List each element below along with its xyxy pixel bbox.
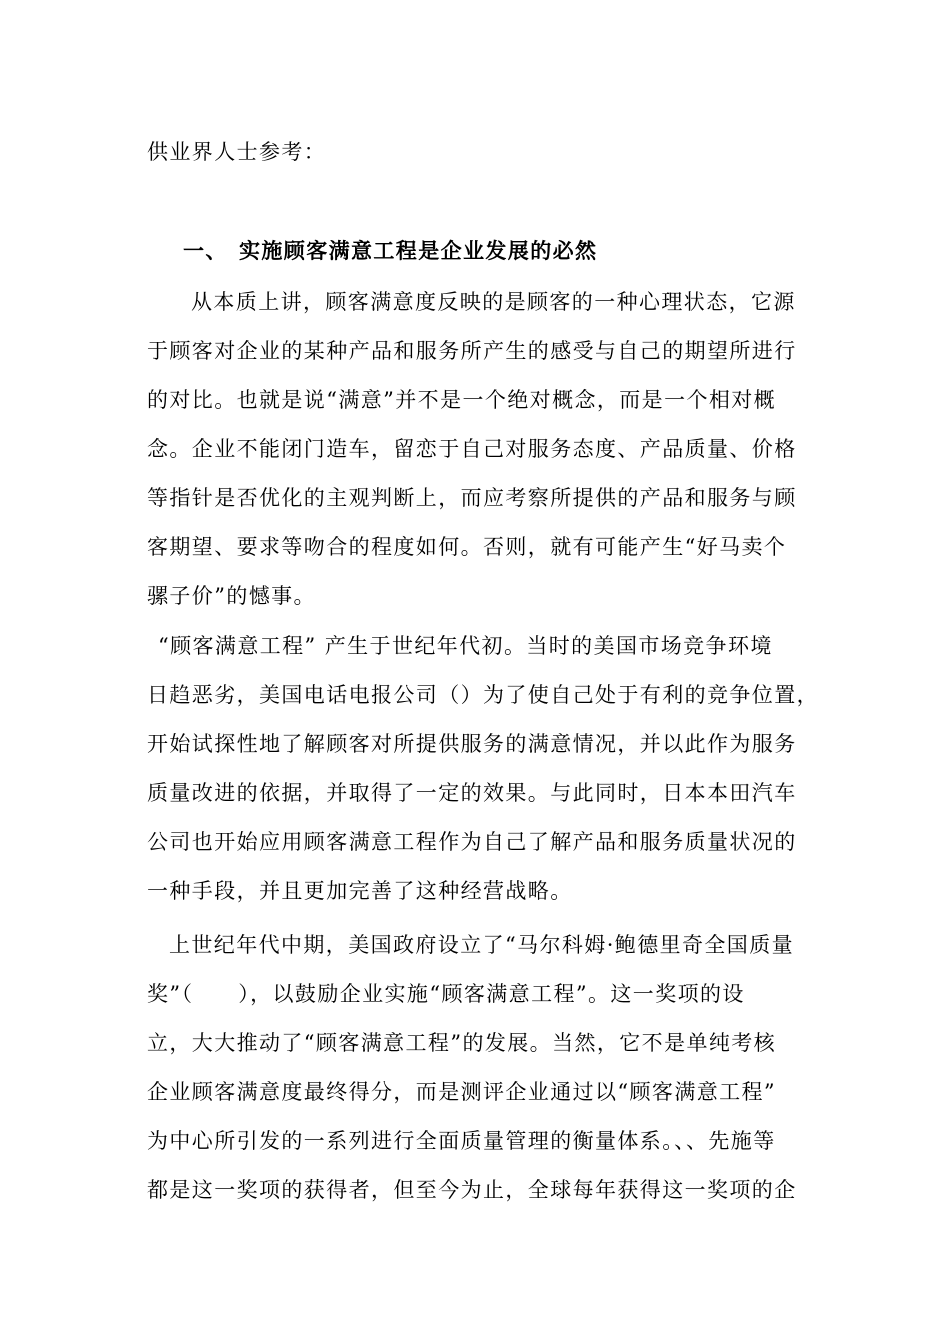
paragraph-3-line: 上世纪年代中期，美国政府设立了“马尔科姆·鲍德里奇全国质量 [169, 933, 795, 957]
section-number: 一、 [183, 238, 228, 263]
paragraph-2-line: “顾客满意工程” 产生于世纪年代初。当时的美国市场竞争环境 [158, 634, 773, 658]
paragraph-2-line: 开始试探性地了解顾客对所提供服务的满意情况，并以此作为服务 [147, 732, 797, 756]
paragraph-1-line: 从本质上讲，顾客满意度反映的是顾客的一种心理状态，它源 [191, 290, 796, 314]
paragraph-1-line: 的对比。也就是说“满意”并不是一个绝对概念，而是一个相对概 [147, 388, 777, 412]
paragraph-1-line: 等指针是否优化的主观判断上，而应考察所提供的产品和服务与顾 [147, 486, 797, 510]
paragraph-3-line: 都是这一奖项的获得者，但至今为止，全球每年获得这一奖项的企 [147, 1178, 797, 1202]
paragraph-2-line: 质量改进的依据，并取得了一定的效果。与此同时，日本本田汽车 [147, 781, 797, 805]
paragraph-3-line: 奖”（ ），以鼓励企业实施“顾客满意工程”。这一奖项的设 [147, 982, 745, 1006]
paragraph-3-line: 立，大大推动了“顾客满意工程”的发展。当然，它不是单纯考核 [147, 1031, 777, 1055]
intro-line: 供业界人士参考： [147, 140, 327, 164]
paragraph-1-line: 客期望、要求等吻合的程度如何。否则，就有可能产生“好马卖个 [147, 535, 787, 559]
paragraph-3-line: 为中心所引发的一系列进行全面质量管理的衡量体系。、、先施等 [147, 1129, 776, 1153]
section-heading: 实施顾客满意工程是企业发展的必然 [239, 238, 598, 263]
paragraph-3-line: 企业顾客满意度最终得分，而是测评企业通过以“顾客满意工程” [147, 1080, 777, 1104]
paragraph-2-line: 一种手段，并且更加完善了这种经营战略。 [147, 879, 573, 903]
paragraph-2-line: 日趋恶劣，美国电话电报公司（）为了使自己处于有利的竞争位置， [147, 683, 819, 707]
paragraph-1-line: 念。企业不能闭门造车，留恋于自己对服务态度、产品质量、价格 [147, 437, 797, 461]
paragraph-2-line: 公司也开始应用顾客满意工程作为自己了解产品和服务质量状况的 [147, 830, 797, 854]
paragraph-1-line: 骡子价”的憾事。 [147, 584, 316, 608]
paragraph-1-line: 于顾客对企业的某种产品和服务所产生的感受与自己的期望所进行 [147, 339, 797, 363]
